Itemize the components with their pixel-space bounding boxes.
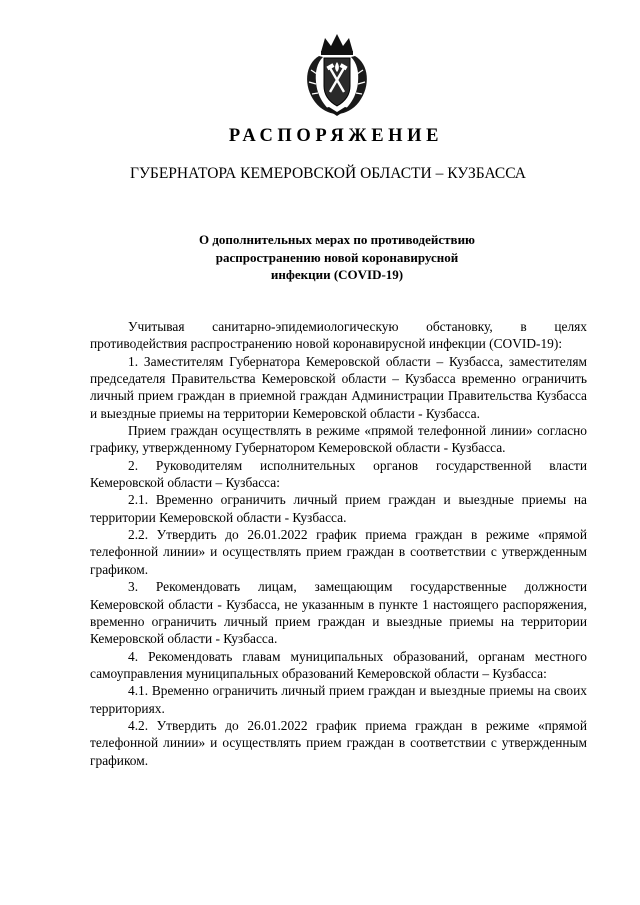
document-title [0, 231, 640, 284]
document-title-line: распространению новой коронавирусной [215, 249, 459, 265]
body-paragraph: 4.1. Временно ограничить личный прием граждан и выездные приемы на своих территориях. [90, 683, 587, 716]
body-paragraph: 2. Руководителям исполнительных органов государственной власти Кемеровской области – Кузбасса: [90, 457, 587, 491]
body-paragraph: 2.1. Временно ограничить личный прием граждан и выездные приемы на территории Кемеровской области - Кузбасса. [90, 492, 587, 525]
body-paragraph: 4. Рекомендовать главам муниципальных образований, органам местного самоуправления муниципальных образований Кемеровской области – Кузбасса: [90, 648, 587, 681]
body-paragraph: 1. Заместителям Губернатора Кемеровской области – Кузбасса, заместителям председателя Правительства Кемеровской области – Кузбасса временно ограничить личный прием граждан в приемной граждан Администрации Правительства Кузбасса и выездные приемы на территории Кемеровской области - Кузбасса. [90, 353, 587, 421]
body-paragraph: Учитывая санитарно-эпидемиологическую обстановку, в целях противодействия распространению новой коронавирусной инфекции (COVID-19): [90, 319, 587, 352]
body-paragraph: 3. Рекомендовать лицам, замещающим государственные должности Кемеровской области - Кузбасса, не указанным в пункте 1 настоящего распоряжения, временно ограничить личный прием граждан и выездные приемы на территории Кемеровской области - Кузбасса. [90, 579, 587, 647]
body-paragraph: Прием граждан осуществлять в режиме «прямой телефонной линии» согласно графику, утвержденному Губернатором Кемеровской области - Кузбасса. [90, 423, 587, 456]
kuzbass-coat-of-arms-icon [299, 30, 375, 118]
body-paragraph: 4.2. Утвердить до 26.01.2022 график приема граждан в режиме «прямой телефонной линии» и осуществлять прием граждан в соответствии с утвержденным графиком. [90, 717, 587, 768]
document-type-heading: РАСПОРЯЖЕНИЕ [228, 126, 444, 146]
document-title-line: О дополнительных мерах по противодействию [198, 232, 475, 247]
document-title-line: инфекции (COVID-19) [270, 267, 404, 282]
document-body [90, 318, 587, 769]
body-paragraph: 2.2. Утвердить до 26.01.2022 график приема граждан в режиме «прямой телефонной линии» и осуществлять прием граждан в соответствии с утвержденным графиком. [90, 527, 587, 577]
issuer-heading: ГУБЕРНАТОРА КЕМЕРОВСКОЙ ОБЛАСТИ – КУЗБАССА [130, 165, 526, 182]
